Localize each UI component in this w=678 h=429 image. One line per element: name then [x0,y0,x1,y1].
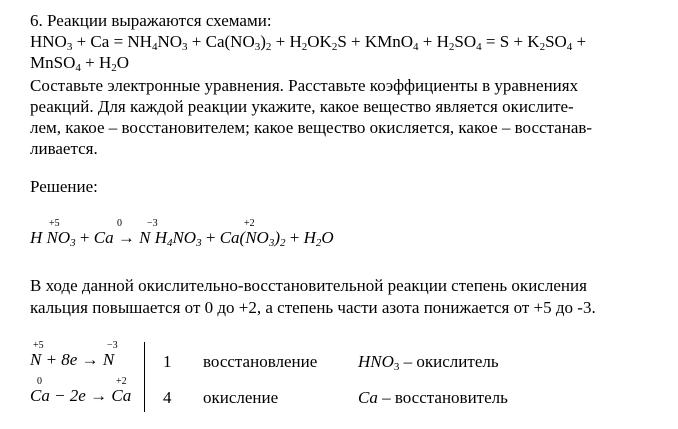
balance-r2-coef: 4 [163,388,172,407]
redox-equation [30,218,450,254]
explanation-1: В ходе данной окислительно-восстановительной реакции степень окисления [30,276,587,295]
problem-title: 6. Реакции выражаются схемами: [30,11,272,30]
task-text-2: реакций. Для каждой реакции укажите, какое вещество является окислите- [30,97,574,116]
ox-state-n-minus3: −3 [147,218,158,229]
explanation-2: кальция повышается от 0 до +2, а степень части азота понижается от +5 до -3. [30,298,596,317]
task-text-1: Составьте электронные уравнения. Расставьте коэффициенты в уравнениях [30,76,579,95]
balance-r2-process: окисление [203,388,279,407]
balance-r2-ox-left: 0 [37,376,42,387]
balance-r1-ox-right: −3 [107,340,118,351]
task-text-3: лем, какое – восстановителем; какое вещество окисляется, какое – восстанав- [30,118,593,137]
equation-body: H $NO_3 + Ca \to N$ $H_4NO_3 + Ca(NO_3)_2 + H_2O$ [30,228,334,249]
ox-state-ca-0: 0 [117,218,122,229]
balance-r1-ox-left: +5 [33,340,44,351]
balance-r2-ox-right: +2 [116,376,127,387]
solution-heading: Решение: [30,177,98,196]
ox-state-ca-plus2: +2 [244,218,255,229]
balance-divider [144,342,145,412]
balance-r1-role: $HNO_3$ – окислитель [358,352,499,373]
balance-r1-process: восстановление [203,352,318,371]
balance-r2-half-reaction: Ca − 2e → Ca [30,386,132,405]
balance-r1-half-reaction: N + 8e → N [30,350,115,369]
reaction-schemes-line-2: MnSO$_4$ + $H_2O$ [30,53,130,74]
balance-r2-role: Ca – восстановитель [358,388,508,407]
balance-r1-coef: 1 [163,352,172,371]
ox-state-n-plus5: +5 [49,218,60,229]
reaction-schemes-line: $HNO_3 + Ca = NH_4NO_3 + Ca(NO_3)_2 + H_2OK_2S$ + KMnO$_4$ + $H_2SO_4 = S + K_2SO_4$ + [30,32,587,53]
task-text-4: ливается. [30,139,98,158]
